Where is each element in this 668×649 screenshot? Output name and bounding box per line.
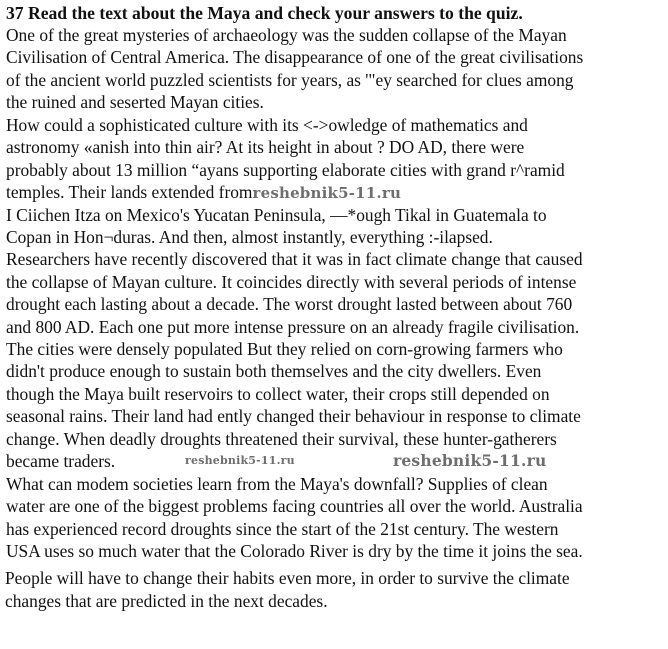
text-line: change. When deadly droughts threatened their survival, these hunter-gatherers [6, 428, 557, 449]
text-line: The cities were densely populated But they relied on corn-growing farmers who [6, 339, 563, 359]
watermark-inline: reshebnik5-11.ru [252, 184, 402, 203]
exercise-heading: 37 Read the text about the Maya and check your answers to the quiz. [6, 3, 523, 23]
text-line: astronomy «anish into thin air? At its height in about ? DO AD, there were [6, 137, 525, 158]
text-line: changes that are predicted in the next decades. [5, 591, 328, 611]
text-line: the ruined and seserted Mayan cities. [6, 92, 264, 113]
text-line: I Ciichen Itza on Mexico's Yucatan Peninsula, —*ough Tikal in Guatemala to [6, 204, 547, 225]
text-line: probably about 13 million “ayans supporting elaborate cities with grand r^ramid [6, 159, 565, 180]
text-line: USA uses so much water that the Colorado River is dry by the time it joins the sea. [6, 541, 583, 562]
text-line: has experienced record droughts since the start of the 21st century. The western [6, 518, 559, 539]
text-line: What can modem societies learn from the Maya's downfall? Supplies of clean [6, 474, 548, 494]
text-line: though the Maya built reservoirs to collect water, their crops still depended on [6, 383, 550, 404]
watermark-large: reshebnik5-11.ru [393, 451, 547, 470]
text-line: Copan in Hon¬duras. And then, almost instantly, everything :-ilapsed. [6, 227, 493, 247]
text-line: of the ancient world puzzled scientists for years, as '"ey searched for clues among [6, 69, 574, 90]
text-line: How could a sophisticated culture with its <->owledge of mathematics and [6, 115, 528, 135]
text-line: drought each lasting about a decade. The worst drought lasted between about 760 [6, 294, 573, 315]
text-line: Civilisation of Central America. The disappearance of one of the great civilisations [6, 47, 584, 68]
text-line: People will have to change their habits even more, in order to survive the climate [5, 568, 570, 588]
watermark-small: reshebnik5-11.ru [185, 454, 295, 467]
text-line-with-watermark [6, 181, 401, 203]
text-line: seasonal rains. Their land had ently changed their behaviour in response to climate [6, 406, 581, 427]
text-line-segment: temples. Their lands extended from [6, 182, 253, 203]
text-line: the collapse of Mayan culture. It coincides directly with several periods of intense [6, 271, 577, 292]
text-line: water are one of the biggest problems facing countries all over the world. Australia [6, 496, 583, 517]
text-line: One of the great mysteries of archaeology was the sudden collapse of the Mayan [6, 25, 567, 45]
text-line: became traders. [6, 451, 116, 471]
text-line: and 800 AD. Each one put more intense pressure on an already fragile civilisation. [6, 316, 580, 337]
text-line: didn't produce enough to sustain both themselves and the city dwellers. Even [6, 361, 542, 382]
text-line: Researchers have recently discovered that it was in fact climate change that caused [6, 249, 583, 270]
